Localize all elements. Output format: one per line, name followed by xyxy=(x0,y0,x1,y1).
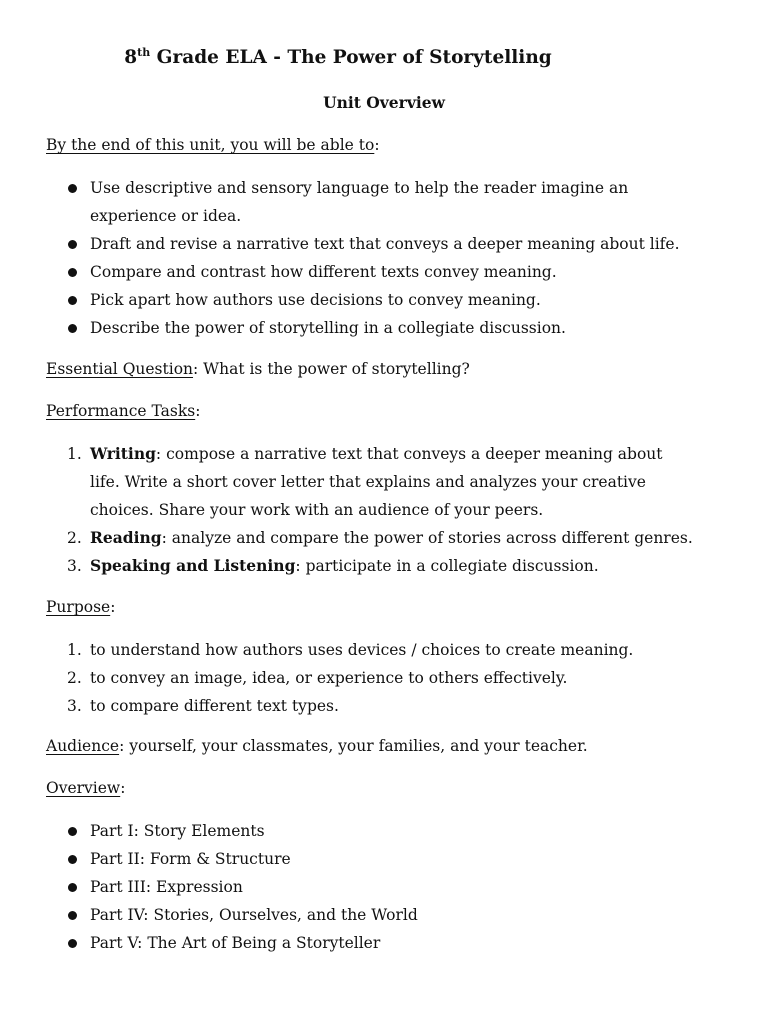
purpose-text: to convey an image, idea, or experience to others effectively. xyxy=(90,669,568,687)
bullet-icon xyxy=(68,883,77,892)
performance-tasks-heading xyxy=(46,402,200,420)
task-text: : participate in a collegiate discussion. xyxy=(295,557,599,575)
list-item xyxy=(46,692,736,720)
item-number: 3. xyxy=(67,697,82,715)
objective-text: Compare and contrast how different texts convey meaning. xyxy=(90,263,557,281)
bullet-icon xyxy=(68,240,77,249)
title-superscript: th xyxy=(137,46,151,59)
overview-part: Part III: Expression xyxy=(90,878,243,896)
list-item xyxy=(46,817,736,845)
task-name: Speaking and Listening xyxy=(90,556,296,575)
objective-text: experience or idea. xyxy=(90,207,242,225)
audience-text: : yourself, your classmates, your families, and your teacher. xyxy=(119,737,588,755)
bullet-icon xyxy=(68,184,77,193)
bullet-icon xyxy=(68,939,77,948)
objective-text: Use descriptive and sensory language to help the reader imagine an xyxy=(90,179,629,197)
list-item xyxy=(46,230,736,258)
title-text: Grade ELA - The Power of Storytelling xyxy=(150,47,552,68)
item-number: 3. xyxy=(67,557,82,575)
list-item xyxy=(46,286,736,314)
list-item xyxy=(46,524,736,552)
item-number: 2. xyxy=(67,529,82,547)
performance-tasks-colon: : xyxy=(195,402,201,420)
task-text: : compose a narrative text that conveys a deeper meaning about xyxy=(155,445,663,463)
list-item-continuation xyxy=(46,202,736,230)
purpose-heading xyxy=(46,598,115,616)
item-number: 1. xyxy=(67,641,82,659)
list-item xyxy=(46,552,736,580)
list-item xyxy=(46,314,736,342)
performance-tasks-list xyxy=(46,440,736,580)
list-item xyxy=(46,845,736,873)
task-name: Writing xyxy=(90,444,156,463)
purpose-text: to compare different text types. xyxy=(90,697,339,715)
list-item xyxy=(46,929,736,957)
unit-overview-heading: Unit Overview xyxy=(323,93,445,112)
task-text: choices. Share your work with an audience of your peers. xyxy=(90,501,544,519)
list-item xyxy=(46,174,736,202)
purpose-label: Purpose xyxy=(46,598,111,616)
bullet-icon xyxy=(68,268,77,277)
objective-text: Describe the power of storytelling in a collegiate discussion. xyxy=(90,319,566,337)
performance-tasks-label: Performance Tasks xyxy=(46,402,196,420)
bullet-icon xyxy=(68,855,77,864)
bullet-icon xyxy=(68,296,77,305)
list-item xyxy=(46,258,736,286)
overview-list xyxy=(46,817,736,957)
objectives-heading xyxy=(46,136,380,154)
list-item xyxy=(46,636,736,664)
overview-label: Overview xyxy=(46,779,121,797)
title-grade-number: 8 xyxy=(124,47,138,68)
overview-part: Part IV: Stories, Ourselves, and the World xyxy=(90,906,418,924)
bullet-icon xyxy=(68,911,77,920)
purpose-text: to understand how authors uses devices / choices to create meaning. xyxy=(90,641,634,659)
list-item xyxy=(46,664,736,692)
task-text: life. Write a short cover letter that explains and analyzes your creative xyxy=(90,473,646,491)
objectives-label: By the end of this unit, you will be able to xyxy=(46,136,375,154)
page-title xyxy=(0,46,676,68)
bullet-icon xyxy=(68,827,77,836)
overview-heading xyxy=(46,779,125,797)
objectives-colon: : xyxy=(374,136,380,154)
list-item xyxy=(46,901,736,929)
list-item-continuation xyxy=(46,496,736,524)
objective-text: Draft and revise a narrative text that conveys a deeper meaning about life. xyxy=(90,235,680,253)
audience-label: Audience xyxy=(46,737,120,755)
bullet-icon xyxy=(68,324,77,333)
purpose-list xyxy=(46,636,736,720)
essential-question-label: Essential Question xyxy=(46,360,194,378)
list-item xyxy=(46,440,736,468)
objective-text: Pick apart how authors use decisions to convey meaning. xyxy=(90,291,541,309)
item-number: 1. xyxy=(67,445,82,463)
overview-part: Part II: Form & Structure xyxy=(90,850,291,868)
list-item-continuation xyxy=(46,468,736,496)
list-item xyxy=(46,873,736,901)
objectives-list xyxy=(46,174,736,342)
overview-part: Part I: Story Elements xyxy=(90,822,265,840)
task-name: Reading xyxy=(90,528,162,547)
item-number: 2. xyxy=(67,669,82,687)
essential-question-text: : What is the power of storytelling? xyxy=(193,360,470,378)
overview-part: Part V: The Art of Being a Storyteller xyxy=(90,934,381,952)
task-text: : analyze and compare the power of stories across different genres. xyxy=(161,529,693,547)
essential-question xyxy=(46,360,470,378)
audience xyxy=(46,737,588,755)
overview-colon: : xyxy=(120,779,126,797)
purpose-colon: : xyxy=(110,598,116,616)
